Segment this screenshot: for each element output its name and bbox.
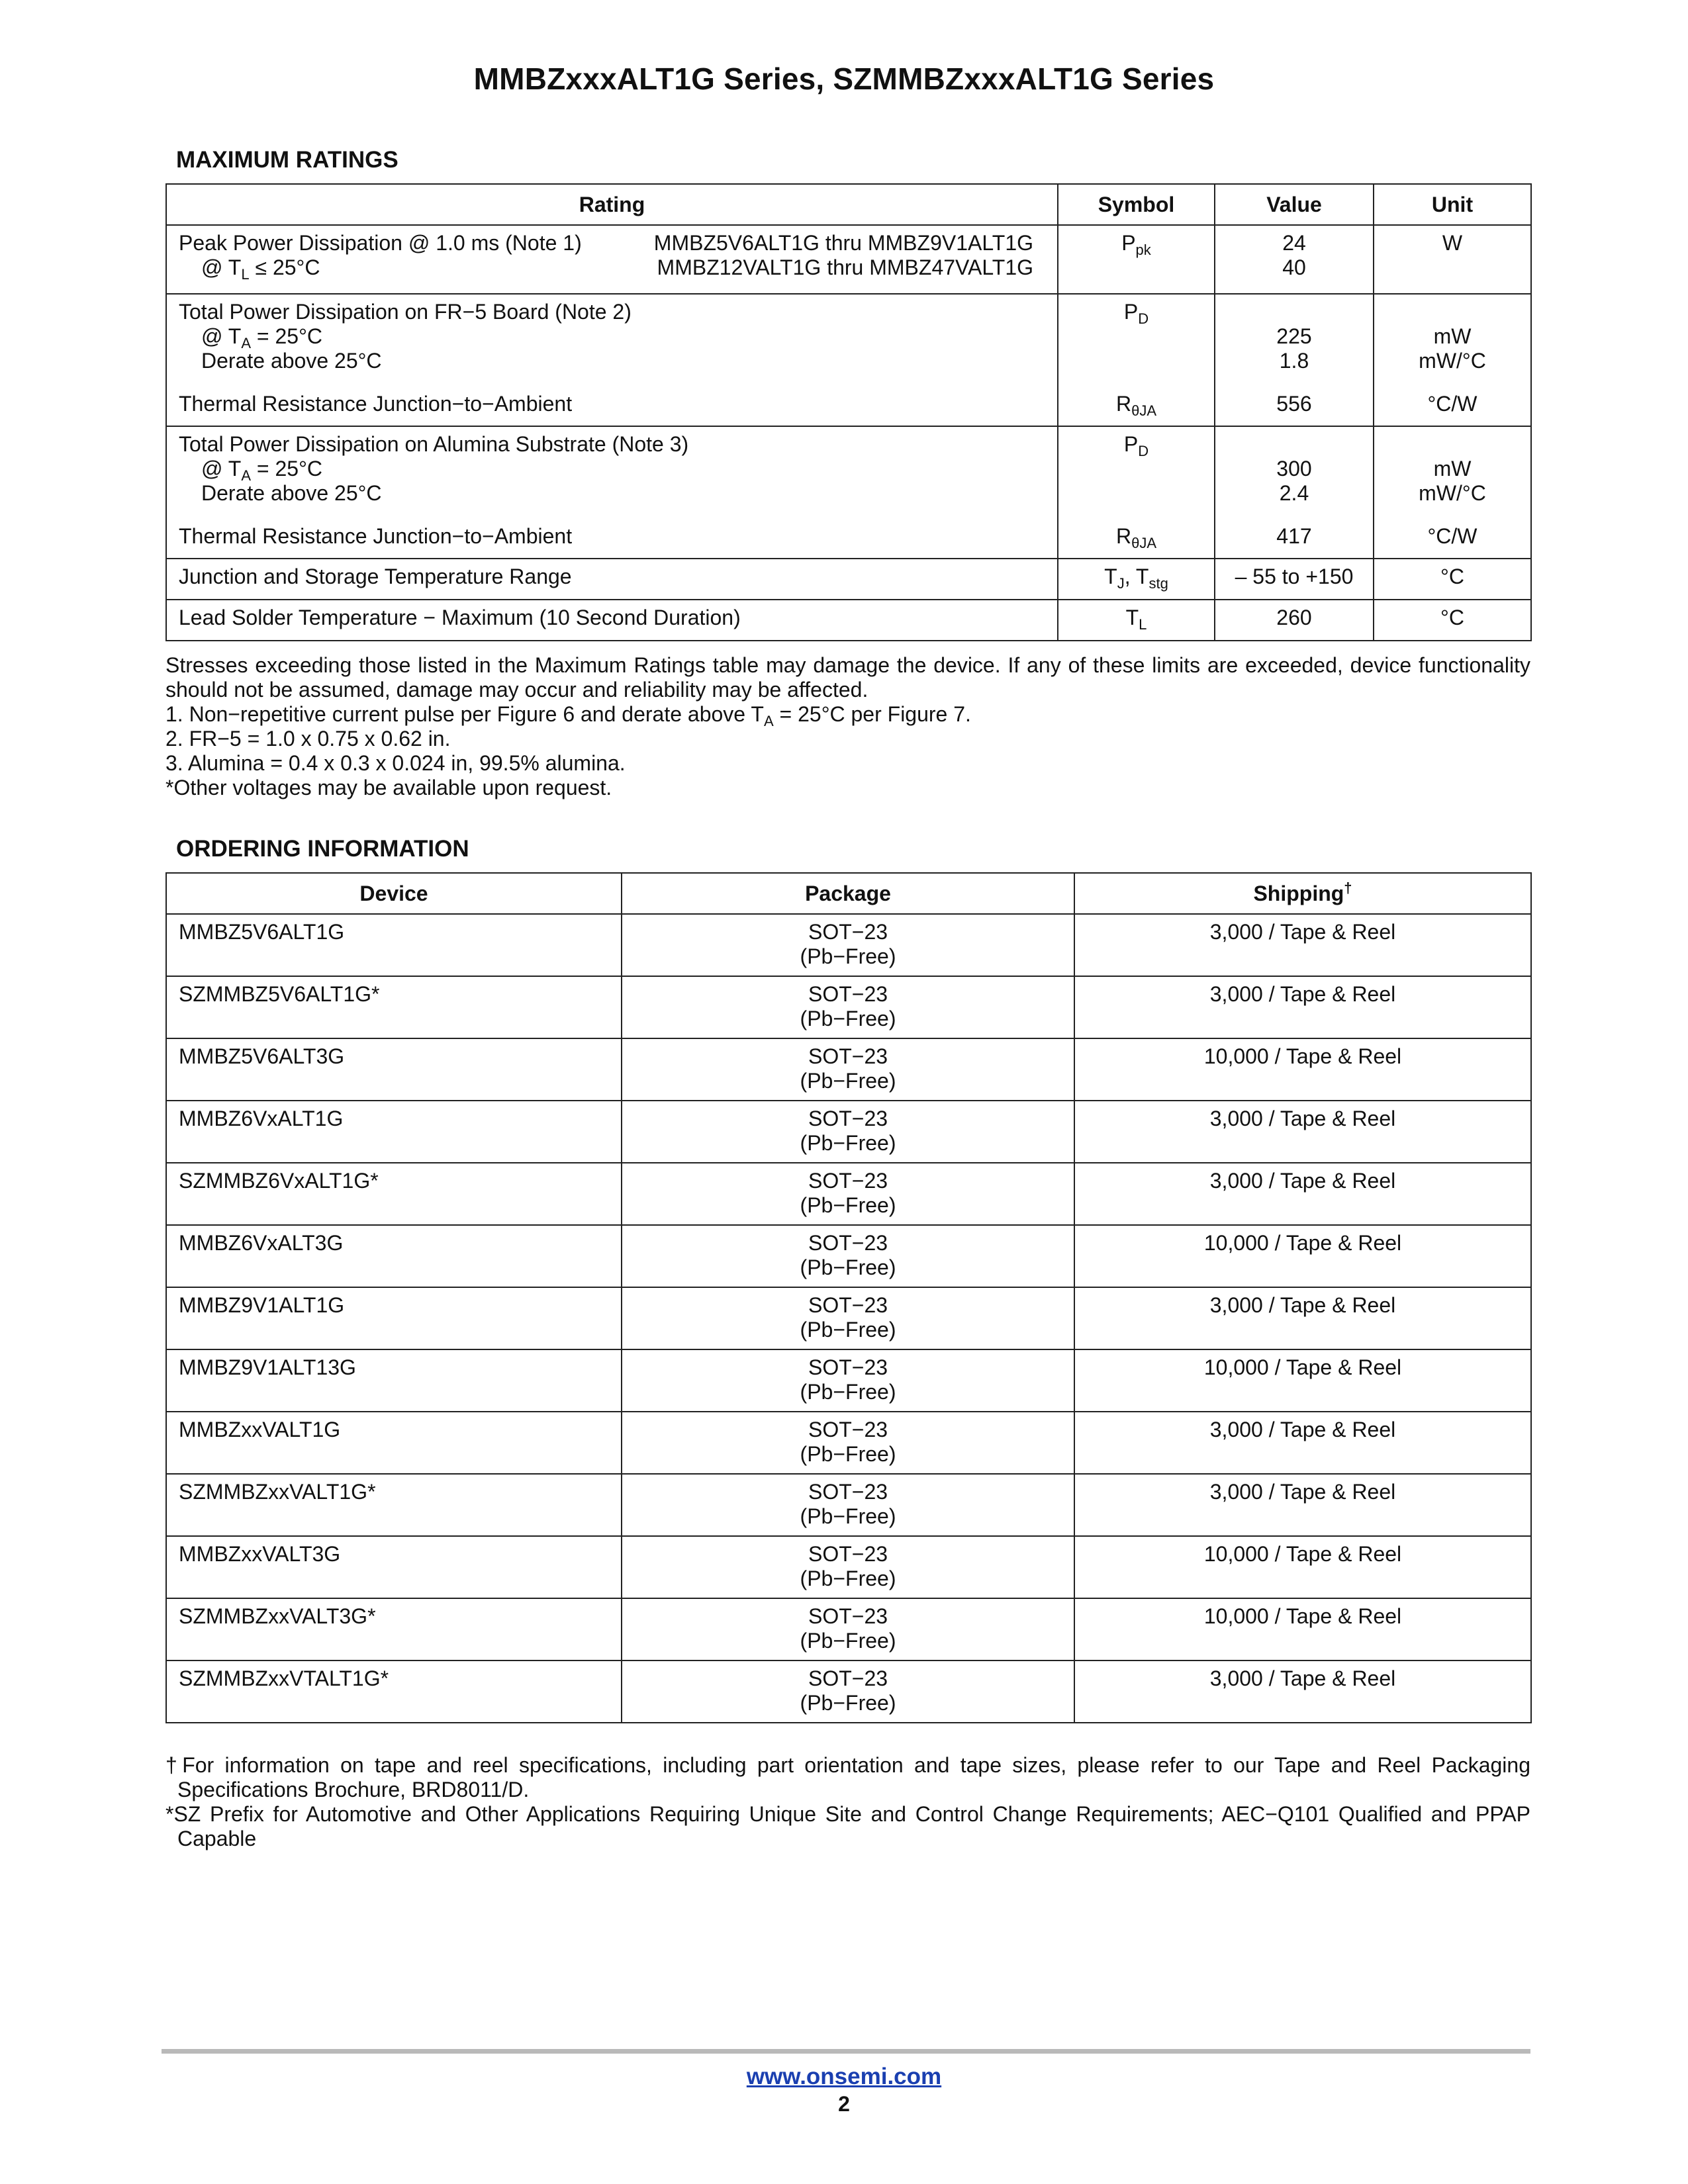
- footer-divider: [162, 2049, 1530, 2054]
- col-value: Value: [1215, 184, 1374, 225]
- shipping-cell: 3,000 / Tape & Reel: [1209, 1480, 1396, 1504]
- page-number: 2: [838, 2092, 850, 2116]
- fr5-power-unit: mW: [1433, 324, 1472, 348]
- shipping-cell: 3,000 / Tape & Reel: [1209, 1169, 1396, 1193]
- alumina-power-value: 300: [1276, 457, 1312, 480]
- temp-range-label: Junction and Storage Temperature Range: [179, 565, 572, 588]
- package-note-cell: (Pb−Free): [800, 1255, 896, 1279]
- max-ratings-table: [165, 183, 1532, 641]
- shipping-cell: 3,000 / Tape & Reel: [1209, 1666, 1396, 1690]
- fr5-derate: Derate above 25°C: [201, 349, 382, 373]
- shipping-cell: 3,000 / Tape & Reel: [1209, 1107, 1396, 1130]
- fr5-thermal-value: 556: [1276, 392, 1312, 416]
- stress-note: Stresses exceeding those listed in the Maximum Ratings table may damage the device. If any of these limits are exceeded, device functionality should not be assumed, damage may occur and reliability may be affected.: [165, 653, 1530, 702]
- package-cell: SOT−23: [808, 1604, 888, 1628]
- alumina-symbol: $P_D$: [1123, 432, 1149, 459]
- page-title: MMBZxxxALT1G Series, SZMMBZxxxALT1G Series: [473, 62, 1215, 96]
- package-note-cell: (Pb−Free): [800, 1629, 896, 1653]
- package-note-cell: (Pb−Free): [800, 1131, 896, 1155]
- ordering-table: [165, 872, 1532, 1723]
- table-row: [166, 914, 1531, 976]
- fr5-symbol: $P_D$: [1123, 300, 1149, 327]
- peak-power-range-1: MMBZ5V6ALT1G thru MMBZ9V1ALT1G: [653, 231, 1033, 255]
- device-cell: MMBZ6VxALT1G: [179, 1107, 344, 1130]
- shipping-cell: 3,000 / Tape & Reel: [1209, 920, 1396, 944]
- table-row: [166, 1225, 1531, 1287]
- shipping-cell: 3,000 / Tape & Reel: [1209, 982, 1396, 1006]
- device-cell: MMBZxxVALT1G: [179, 1418, 341, 1441]
- alumina-thermal-unit: °C/W: [1427, 524, 1477, 548]
- package-cell: SOT−23: [808, 1542, 888, 1566]
- other-voltages-note: *Other voltages may be available upon request.: [165, 776, 612, 799]
- device-cell: SZMMBZ6VxALT1G*: [179, 1169, 379, 1193]
- table-row: [166, 1349, 1531, 1412]
- peak-power-label: Peak Power Dissipation @ 1.0 ms (Note 1): [179, 231, 582, 255]
- ordering-heading: ORDERING INFORMATION: [176, 836, 469, 862]
- col-package: Package: [622, 873, 1074, 914]
- device-cell: SZMMBZxxVALT3G*: [179, 1604, 376, 1628]
- temp-range-symbol: $T_J$, $T_{stg}$: [1104, 565, 1168, 592]
- package-note-cell: (Pb−Free): [800, 1193, 896, 1217]
- device-cell: MMBZ9V1ALT13G: [179, 1355, 356, 1379]
- col-shipping: Shipping†: [1074, 873, 1531, 914]
- temp-range-unit: °C: [1440, 565, 1464, 588]
- table-row: [166, 1038, 1531, 1101]
- alumina-derate: Derate above 25°C: [201, 481, 382, 505]
- package-cell: SOT−23: [808, 920, 888, 944]
- fr5-condition: @ $T_A = 25^\circ C$: [201, 324, 322, 351]
- table-row-temperature-range: [166, 559, 1531, 600]
- max-ratings-notes: [165, 653, 1530, 800]
- package-cell: SOT−23: [808, 1355, 888, 1379]
- table-row-peak-power: [166, 225, 1531, 294]
- alumina-derate-value: 2.4: [1279, 481, 1309, 505]
- fr5-label: Total Power Dissipation on FR−5 Board (Note 2): [179, 300, 632, 324]
- table-row: [166, 1163, 1531, 1225]
- alumina-thermal-symbol: $R_{\theta JA}$: [1115, 524, 1157, 551]
- package-note-cell: (Pb−Free): [800, 1007, 896, 1030]
- fr5-derate-unit: mW/°C: [1419, 349, 1486, 373]
- peak-power-condition: @ $T_L \le 25^\circ C$: [201, 255, 320, 283]
- shipping-cell: 10,000 / Tape & Reel: [1203, 1231, 1402, 1255]
- table-row: [166, 976, 1531, 1038]
- peak-power-range-2: MMBZ12VALT1G thru MMBZ47VALT1G: [657, 255, 1033, 279]
- max-ratings-heading: MAXIMUM RATINGS: [176, 147, 399, 173]
- peak-power-symbol: $P_{pk}$: [1121, 231, 1151, 258]
- table-row: [166, 1474, 1531, 1536]
- tape-reel-note: †For information on tape and reel specifications, including part orientation and tape sizes, please refer to our Tape and Reel Packaging Specifications Brochure, BRD8011/D.: [165, 1753, 1530, 1801]
- solder-value: 260: [1276, 606, 1312, 629]
- shipping-cell: 3,000 / Tape & Reel: [1209, 1293, 1396, 1317]
- solder-symbol: $T_L$: [1125, 606, 1147, 633]
- table-row-fr5-board: [166, 294, 1531, 426]
- peak-power-value-1: 24: [1282, 231, 1306, 255]
- shipping-cell: 10,000 / Tape & Reel: [1203, 1542, 1402, 1566]
- package-note-cell: (Pb−Free): [800, 1691, 896, 1715]
- alumina-power-unit: mW: [1433, 457, 1472, 480]
- table-row: [166, 1287, 1531, 1349]
- device-cell: SZMMBZ5V6ALT1G*: [179, 982, 380, 1006]
- fr5-thermal-symbol: $R_{\theta JA}$: [1115, 392, 1157, 419]
- device-cell: SZMMBZxxVTALT1G*: [179, 1666, 389, 1690]
- shipping-cell: 10,000 / Tape & Reel: [1203, 1044, 1402, 1068]
- temp-range-value: – 55 to +150: [1235, 565, 1354, 588]
- solder-label: Lead Solder Temperature − Maximum (10 Second Duration): [179, 606, 741, 629]
- peak-power-value-2: 40: [1282, 255, 1306, 279]
- col-device: Device: [166, 873, 622, 914]
- package-cell: SOT−23: [808, 1480, 888, 1504]
- note-2: 2. FR−5 = 1.0 x 0.75 x 0.62 in.: [165, 727, 451, 751]
- ordering-header-row: [166, 873, 1531, 914]
- package-note-cell: (Pb−Free): [800, 1318, 896, 1342]
- device-cell: MMBZ9V1ALT1G: [179, 1293, 345, 1317]
- package-note-cell: (Pb−Free): [800, 1504, 896, 1528]
- package-cell: SOT−23: [808, 1107, 888, 1130]
- shipping-cell: 10,000 / Tape & Reel: [1203, 1355, 1402, 1379]
- max-ratings-header-row: [166, 184, 1531, 225]
- solder-unit: °C: [1440, 606, 1464, 629]
- package-note-cell: (Pb−Free): [800, 1442, 896, 1466]
- package-cell: SOT−23: [808, 1666, 888, 1690]
- package-cell: SOT−23: [808, 1231, 888, 1255]
- fr5-derate-value: 1.8: [1279, 349, 1309, 373]
- col-rating: Rating: [166, 184, 1058, 225]
- col-unit: Unit: [1374, 184, 1531, 225]
- alumina-derate-unit: mW/°C: [1419, 481, 1486, 505]
- alumina-thermal-label: Thermal Resistance Junction−to−Ambient: [179, 524, 573, 548]
- device-cell: MMBZxxVALT3G: [179, 1542, 341, 1566]
- package-cell: SOT−23: [808, 1169, 888, 1193]
- device-cell: MMBZ5V6ALT1G: [179, 920, 345, 944]
- table-row: [166, 1101, 1531, 1163]
- col-symbol: Symbol: [1058, 184, 1215, 225]
- package-cell: SOT−23: [808, 982, 888, 1006]
- device-cell: SZMMBZxxVALT1G*: [179, 1480, 376, 1504]
- package-note-cell: (Pb−Free): [800, 1069, 896, 1093]
- shipping-cell: 3,000 / Tape & Reel: [1209, 1418, 1396, 1441]
- package-note-cell: (Pb−Free): [800, 1567, 896, 1590]
- package-note-cell: (Pb−Free): [800, 944, 896, 968]
- table-row: [166, 1536, 1531, 1598]
- fr5-thermal-unit: °C/W: [1427, 392, 1477, 416]
- table-row: [166, 1412, 1531, 1474]
- table-row: [166, 1661, 1531, 1723]
- package-cell: SOT−23: [808, 1293, 888, 1317]
- peak-power-unit: W: [1442, 231, 1463, 255]
- device-cell: MMBZ6VxALT3G: [179, 1231, 344, 1255]
- shipping-cell: 10,000 / Tape & Reel: [1203, 1604, 1402, 1628]
- fr5-power-value: 225: [1276, 324, 1312, 348]
- sz-prefix-note: *SZ Prefix for Automotive and Other Applications Requiring Unique Site and Control Change Requirements; AEC−Q101 Qualified and PPAP Capable: [165, 1802, 1530, 1850]
- alumina-label: Total Power Dissipation on Alumina Substrate (Note 3): [179, 432, 689, 456]
- package-cell: SOT−23: [808, 1044, 888, 1068]
- alumina-condition: @ $T_A = 25^\circ C$: [201, 457, 322, 484]
- note-1: 1. Non−repetitive current pulse per Figure 6 and derate above $T_A = 25^\circ C$ per Figure 7.: [165, 702, 971, 729]
- package-note-cell: (Pb−Free): [800, 1380, 896, 1404]
- ordering-notes: [165, 1753, 1530, 1851]
- table-row-alumina: [166, 426, 1531, 559]
- package-cell: SOT−23: [808, 1418, 888, 1441]
- alumina-thermal-value: 417: [1276, 524, 1312, 548]
- table-row: [166, 1598, 1531, 1661]
- note-3: 3. Alumina = 0.4 x 0.3 x 0.024 in, 99.5% alumina.: [165, 751, 626, 775]
- table-row-lead-solder: [166, 600, 1531, 641]
- device-cell: MMBZ5V6ALT3G: [179, 1044, 345, 1068]
- fr5-thermal-label: Thermal Resistance Junction−to−Ambient: [179, 392, 573, 416]
- website-link[interactable]: www.onsemi.com: [746, 2064, 942, 2089]
